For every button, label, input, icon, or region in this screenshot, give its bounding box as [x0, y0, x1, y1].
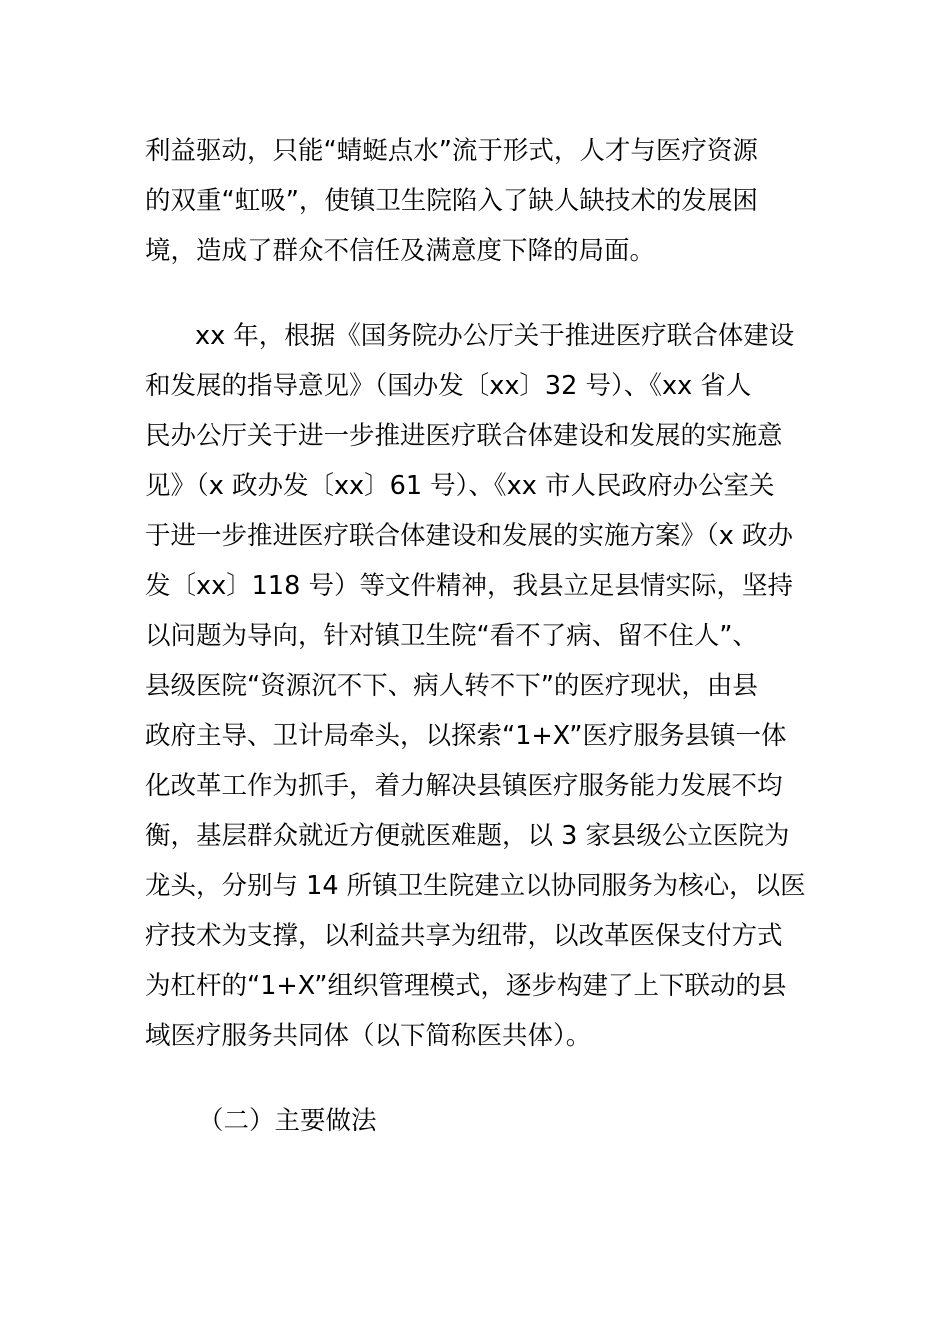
paragraph-1-line-1: 利益驱动，只能“蜻蜓点水”流于形式，人才与医疗资源: [145, 136, 758, 166]
paragraph-2-line-13: 疗技术为支撑，以利益共享为纽带，以改革医保支付方式: [145, 921, 783, 951]
paragraph-2-line-2: 和发展的指导意见》（国办发〔xx〕32 号）、《xx 省人: [145, 371, 752, 401]
paragraph-2-line-14: 为杠杆的“1+X”组织管理模式，逐步构建了上下联动的县: [145, 971, 787, 1001]
paragraph-2-line-12: 龙头，分别与 14 所镇卫生院建立以协同服务为核心，以医: [145, 871, 806, 901]
paragraph-2-line-7: 以问题为导向，针对镇卫生院“看不了病、留不住人”、: [145, 621, 758, 651]
paragraph-2-line-3: 民办公厅关于进一步推进医疗联合体建设和发展的实施意: [145, 421, 783, 451]
paragraph-2-line-1: xx 年，根据《国务院办公厅关于推进医疗联合体建设: [195, 321, 795, 351]
paragraph-2-line-4: 见》（x 政办发〔xx〕61 号）、《xx 市人民政府办公室关: [145, 471, 775, 501]
paragraph-2-line-10: 化改革工作为抓手，着力解决县镇医疗服务能力发展不均: [145, 771, 783, 801]
paragraph-2-line-5: 于进一步推进医疗联合体建设和发展的实施方案》（x 政办: [145, 521, 793, 551]
paragraph-2-line-15: 域医疗服务共同体（以下简称医共体）。: [145, 1021, 592, 1051]
paragraph-2-line-11: 衡，基层群众就近方便就医难题，以 3 家县级公立医院为: [145, 821, 790, 851]
paragraph-2-line-8: 县级医院“资源沉不下、病人转不下”的医疗现状，由县: [145, 671, 758, 701]
paragraph-1-line-3: 境，造成了群众不信任及满意度下降的局面。: [145, 236, 656, 266]
paragraph-2-line-6: 发〔xx〕118 号）等文件精神，我县立足县情实际，坚持: [145, 571, 793, 601]
paragraph-1-line-2: 的双重“虹吸”，使镇卫生院陷入了缺人缺技术的发展困: [145, 186, 758, 216]
section-heading: （二）主要做法: [198, 1106, 377, 1136]
paragraph-2-line-9: 政府主导、卫计局牵头，以探索“1+X”医疗服务县镇一体: [145, 721, 787, 751]
